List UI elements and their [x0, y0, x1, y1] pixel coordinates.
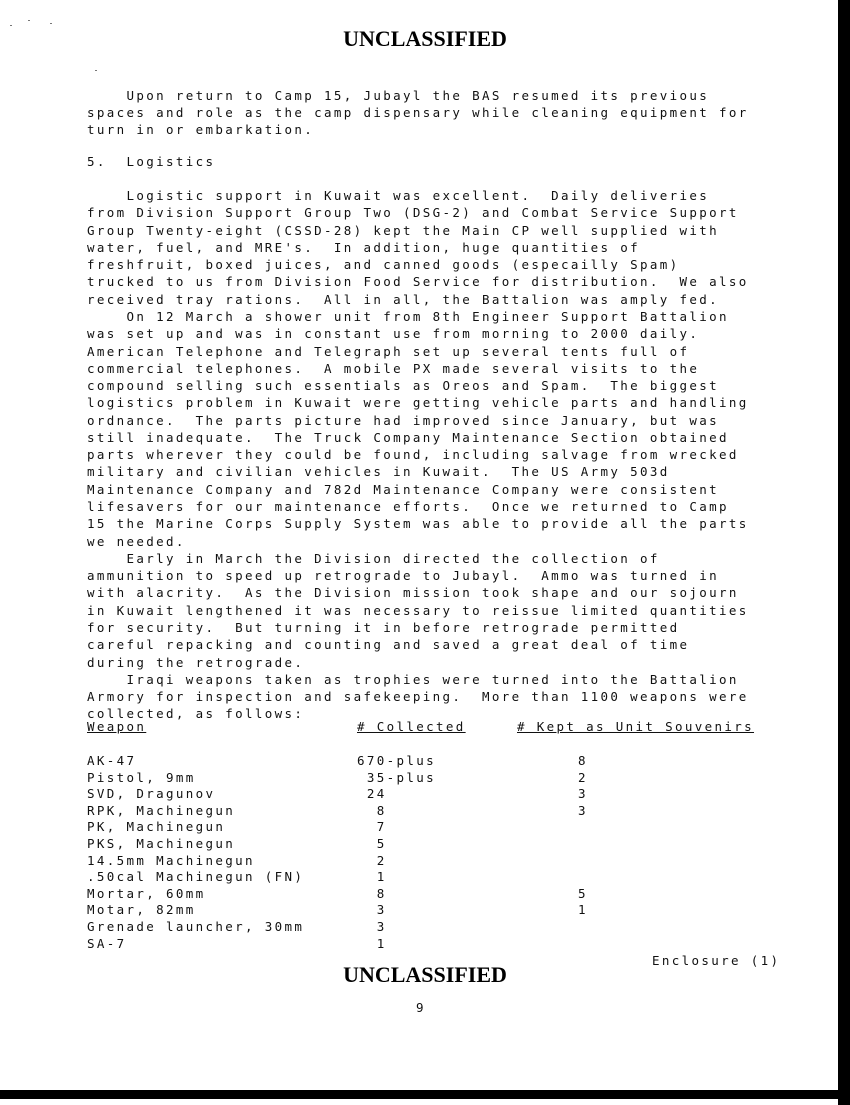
text-line: from Division Support Group Two (DSG-2) and Combat Service Support: [87, 205, 739, 221]
enclosure-label: Enclosure (1): [652, 953, 781, 968]
table-cell: RPK, Machinegun: [87, 802, 236, 818]
text-line: freshfruit, boxed juices, and canned goods (especailly Spam): [87, 257, 680, 273]
text-line: in Kuwait lengthened it was necessary to reissue limited quantities: [87, 602, 749, 618]
scan-border-right: [838, 0, 850, 1105]
table-cell: 1: [357, 935, 387, 951]
text-line: still inadequate. The Truck Company Maintenance Section obtained: [87, 429, 729, 445]
table-cell: .50cal Machinegun (FN): [87, 869, 305, 885]
scan-speck: [10, 25, 12, 26]
table-cell: 8: [578, 753, 588, 768]
text-line: received tray rations. All in all, the Battalion was amply fed.: [87, 291, 720, 307]
table-cell: 5: [578, 885, 588, 901]
text-line: On 12 March a shower unit from 8th Engineer Support Battalion: [87, 308, 729, 324]
text-line: spaces and role as the camp dispensary while cleaning equipment for: [87, 104, 749, 120]
section-heading: 5. Logistics: [87, 154, 216, 169]
table-cell: 3: [357, 919, 387, 934]
text-line: careful repacking and counting and saved a great deal of time: [87, 637, 690, 653]
table-cell: Pistol, 9mm: [87, 769, 196, 785]
table-cell: 14.5mm Machinegun: [87, 852, 255, 868]
table-cell: 670-plus: [357, 753, 437, 768]
text-line: turn in or embarkation.: [87, 121, 315, 137]
scan-speck: [50, 23, 52, 24]
text-line: logistics problem in Kuwait were getting vehicle parts and handling: [87, 395, 749, 411]
text-line: Early in March the Division directed the collection of: [87, 550, 660, 566]
text-line: we needed.: [87, 533, 186, 549]
table-cell: PK, Machinegun: [87, 819, 226, 835]
table-cell: SVD, Dragunov: [87, 786, 216, 802]
table-cell: 3: [578, 802, 588, 818]
scan-speck: [95, 70, 97, 71]
scan-speck: [28, 20, 30, 21]
text-line: ammunition to speed up retrograde to Jubayl. Ammo was turned in: [87, 568, 720, 584]
table-cell: SA-7: [87, 935, 127, 951]
table-header: # Kept as Unit Souvenirs: [517, 719, 755, 734]
table-cell: 1: [357, 869, 387, 885]
text-line: ordnance. The parts picture had improved since January, but was: [87, 412, 720, 428]
table-cell: 7: [357, 819, 387, 835]
text-line: Iraqi weapons taken as trophies were turned into the Battalion: [87, 671, 739, 687]
table-cell: 8: [357, 802, 387, 818]
text-line: Group Twenty-eight (CSSD-28) kept the Main CP well supplied with: [87, 222, 720, 238]
table-cell: 2: [357, 852, 387, 868]
table-cell: Mortar, 60mm: [87, 885, 206, 901]
scan-border-bottom: [0, 1090, 850, 1099]
text-line: was set up and was in constant use from morning to 2000 daily.: [87, 326, 700, 342]
classification-header: UNCLASSIFIED: [343, 26, 507, 51]
classification-footer: UNCLASSIFIED: [343, 962, 507, 987]
page-number: 9: [416, 1000, 426, 1015]
text-line: lifesavers for our maintenance efforts. Once we returned to Camp: [87, 499, 729, 515]
text-line: 15 the Marine Corps Supply System was able to provide all the parts: [87, 516, 749, 532]
table-cell: 2: [578, 769, 588, 785]
text-line: Upon return to Camp 15, Jubayl the BAS resumed its previous: [87, 88, 710, 103]
table-cell: 35-plus: [357, 769, 437, 785]
text-line: Armory for inspection and safekeeping. More than 1100 weapons were: [87, 689, 749, 705]
text-line: commercial telephones. A mobile PX made several visits to the: [87, 360, 700, 376]
text-line: Logistic support in Kuwait was excellent. Daily deliveries: [87, 188, 710, 203]
table-cell: Grenade launcher, 30mm: [87, 919, 305, 934]
text-line: military and civilian vehicles in Kuwait. The US Army 503d: [87, 464, 670, 480]
table-cell: 3: [578, 786, 588, 802]
text-line: compound selling such essentials as Oreos and Spam. The biggest: [87, 378, 720, 394]
text-line: parts wherever they could be found, including salvage from wrecked: [87, 447, 739, 463]
table-cell: 24: [357, 786, 387, 802]
table-header: # Collected: [357, 719, 466, 734]
text-line: water, fuel, and MRE's. In addition, huge quantities of: [87, 239, 641, 255]
text-line: collected, as follows:: [87, 706, 305, 722]
table-cell: 1: [578, 902, 588, 918]
table-cell: 8: [357, 885, 387, 901]
table-cell: PKS, Machinegun: [87, 836, 236, 851]
text-line: with alacrity. As the Division mission took shape and our sojourn: [87, 585, 739, 601]
text-line: trucked to us from Division Food Service for distribution. We also: [87, 274, 749, 290]
text-line: Maintenance Company and 782d Maintenance Company were consistent: [87, 481, 720, 497]
table-cell: Motar, 82mm: [87, 902, 196, 918]
text-line: during the retrograde.: [87, 654, 305, 670]
text-line: for security. But turning it in before retrograde permitted: [87, 620, 680, 635]
table-cell: 5: [357, 836, 387, 851]
text-line: American Telephone and Telegraph set up several tents full of: [87, 343, 690, 359]
table-cell: 3: [357, 902, 387, 918]
table-header: Weapon: [87, 719, 147, 734]
table-cell: AK-47: [87, 753, 137, 768]
